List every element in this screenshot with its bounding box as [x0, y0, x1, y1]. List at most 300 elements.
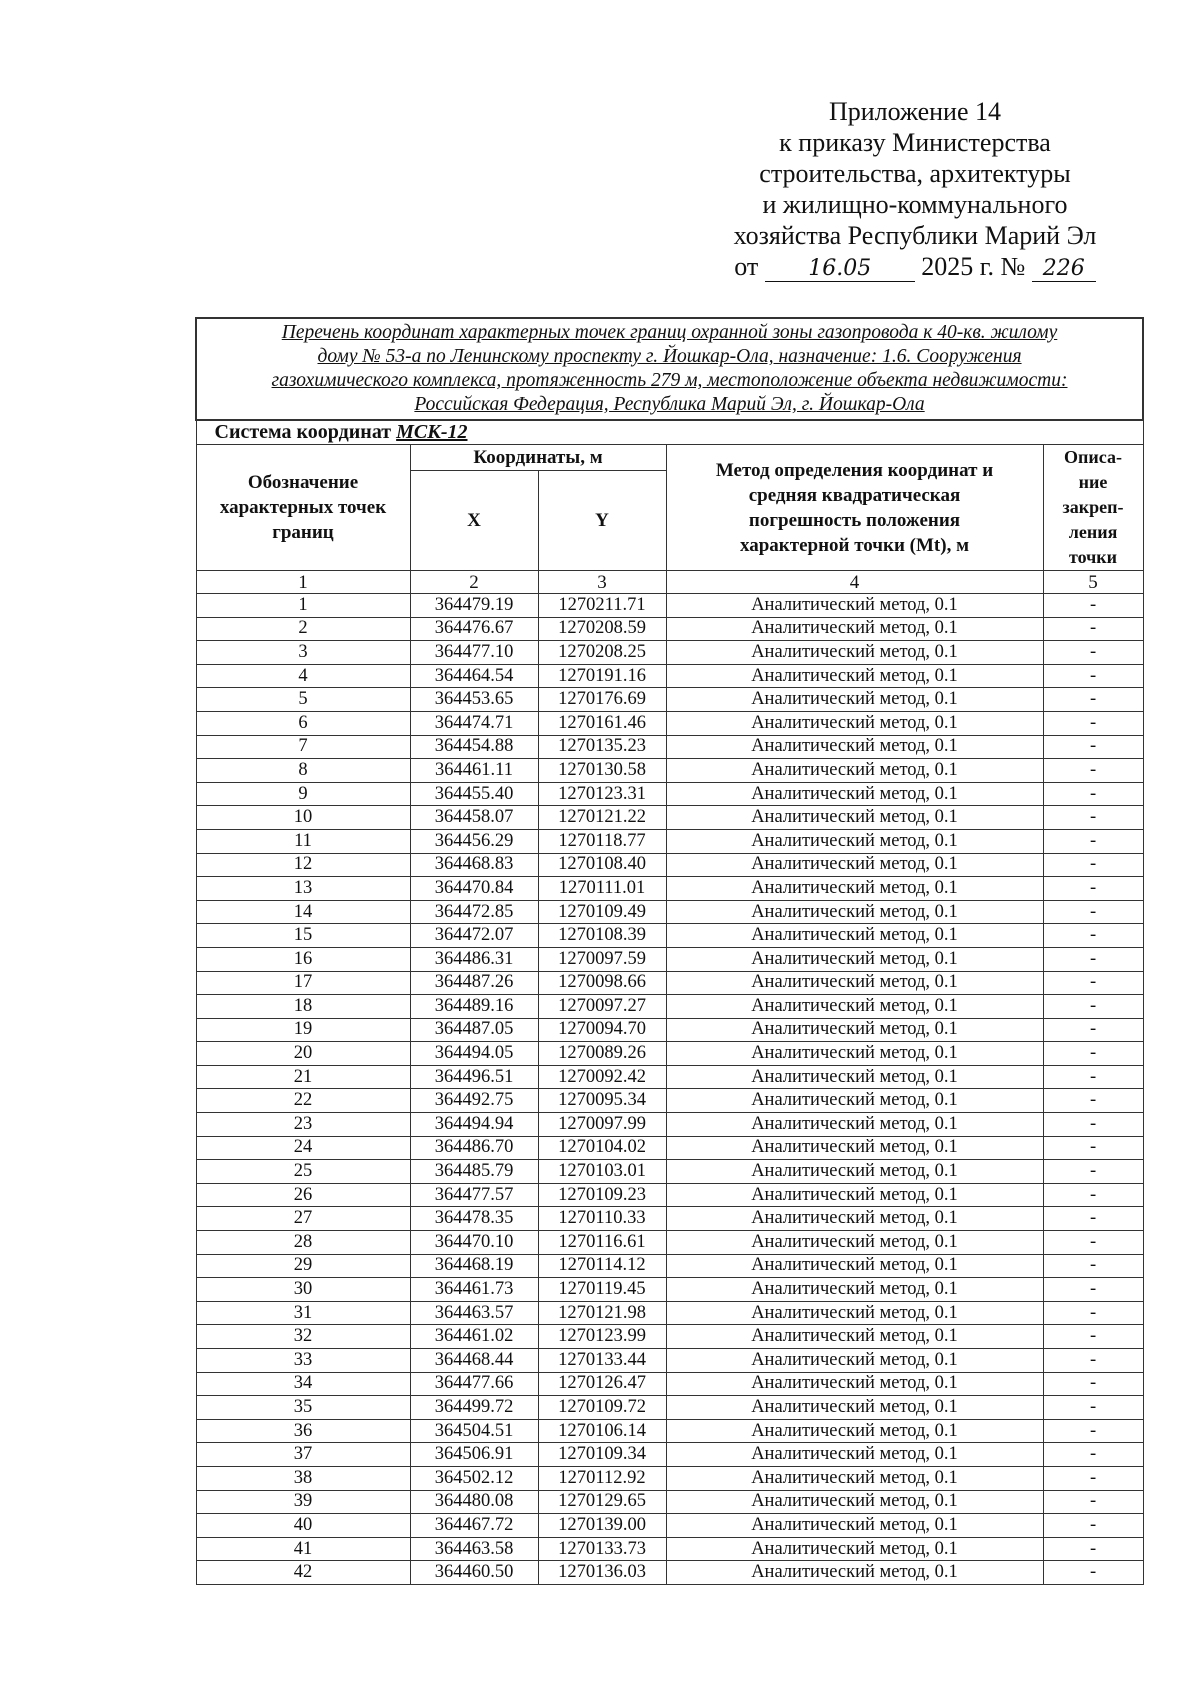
table-row: [196, 1419, 1143, 1443]
table-row: [196, 1372, 1143, 1396]
table-row: [196, 711, 1143, 735]
description-cell: -: [1043, 829, 1143, 853]
description-cell: -: [1043, 664, 1143, 688]
description-cell: -: [1043, 688, 1143, 712]
x-coordinate-cell: 364461.73: [410, 1278, 538, 1302]
y-coordinate-cell: 1270108.39: [538, 924, 666, 948]
y-coordinate-cell: 1270129.65: [538, 1490, 666, 1514]
description-cell: -: [1043, 1089, 1143, 1113]
method-cell: Аналитический метод, 0.1: [666, 995, 1043, 1019]
method-cell: Аналитический метод, 0.1: [666, 1349, 1043, 1373]
description-cell: -: [1043, 900, 1143, 924]
handwritten-number: 226: [1032, 257, 1096, 282]
description-cell: -: [1043, 924, 1143, 948]
y-coordinate-cell: 1270161.46: [538, 711, 666, 735]
description-cell: -: [1043, 759, 1143, 783]
method-cell: Аналитический метод, 0.1: [666, 806, 1043, 830]
x-coordinate-cell: 364472.85: [410, 900, 538, 924]
method-cell: Аналитический метод, 0.1: [666, 1183, 1043, 1207]
header-line: закреп-: [1062, 497, 1124, 517]
y-coordinate-cell: 1270121.22: [538, 806, 666, 830]
y-coordinate-cell: 1270208.59: [538, 617, 666, 641]
point-number-cell: 20: [196, 1042, 410, 1066]
y-coordinate-cell: 1270092.42: [538, 1065, 666, 1089]
point-number-cell: 25: [196, 1160, 410, 1184]
y-coordinate-cell: 1270112.92: [538, 1466, 666, 1490]
y-coordinate-cell: 1270089.26: [538, 1042, 666, 1066]
table-row: [196, 1183, 1143, 1207]
table-row: [196, 594, 1143, 618]
x-coordinate-cell: 364468.19: [410, 1254, 538, 1278]
description-cell: -: [1043, 1207, 1143, 1231]
table-row: [196, 1325, 1143, 1349]
x-coordinate-cell: 364463.57: [410, 1301, 538, 1325]
point-number-cell: 39: [196, 1490, 410, 1514]
x-coordinate-cell: 364489.16: [410, 995, 538, 1019]
table-row: [196, 1278, 1143, 1302]
x-coordinate-cell: 364494.05: [410, 1042, 538, 1066]
point-number-cell: 27: [196, 1207, 410, 1231]
point-number-cell: 21: [196, 1065, 410, 1089]
x-coordinate-cell: 364499.72: [410, 1396, 538, 1420]
table-row: [196, 806, 1143, 830]
table-row: [196, 1301, 1143, 1325]
table-row: [196, 1254, 1143, 1278]
table-row: [196, 947, 1143, 971]
x-coordinate-cell: 364502.12: [410, 1466, 538, 1490]
table-row: [196, 1089, 1143, 1113]
x-coordinate-cell: 364468.44: [410, 1349, 538, 1373]
y-coordinate-cell: 1270211.71: [538, 594, 666, 618]
description-cell: -: [1043, 1561, 1143, 1585]
description-cell: -: [1043, 1042, 1143, 1066]
table-row: [196, 1160, 1143, 1184]
description-cell: -: [1043, 1419, 1143, 1443]
point-number-cell: 35: [196, 1396, 410, 1420]
y-coordinate-cell: 1270123.99: [538, 1325, 666, 1349]
coordinate-system-row: [196, 420, 1143, 445]
method-cell: Аналитический метод, 0.1: [666, 947, 1043, 971]
table-row: [196, 1136, 1143, 1160]
y-coordinate-cell: 1270108.40: [538, 853, 666, 877]
x-coordinate-cell: 364463.58: [410, 1537, 538, 1561]
y-coordinate-cell: 1270110.33: [538, 1207, 666, 1231]
description-cell: -: [1043, 1136, 1143, 1160]
y-coordinate-cell: 1270106.14: [538, 1419, 666, 1443]
column-number: 1: [196, 571, 410, 594]
description-cell: -: [1043, 1113, 1143, 1137]
y-coordinate-cell: 1270111.01: [538, 877, 666, 901]
y-coordinate-cell: 1270097.27: [538, 995, 666, 1019]
method-cell: Аналитический метод, 0.1: [666, 1301, 1043, 1325]
year-text: 2025 г. №: [921, 252, 1026, 281]
y-coordinate-cell: 1270098.66: [538, 971, 666, 995]
point-number-cell: 28: [196, 1231, 410, 1255]
x-coordinate-cell: 364458.07: [410, 806, 538, 830]
table-row: [196, 1065, 1143, 1089]
column-number: 4: [666, 571, 1043, 594]
header-line: характерной точки (Mt), м: [739, 534, 970, 556]
point-number-cell: 26: [196, 1183, 410, 1207]
description-cell: -: [1043, 1466, 1143, 1490]
method-cell: Аналитический метод, 0.1: [666, 900, 1043, 924]
x-coordinate-cell: 364467.72: [410, 1514, 538, 1538]
method-cell: Аналитический метод, 0.1: [666, 1325, 1043, 1349]
x-coordinate-cell: 364485.79: [410, 1160, 538, 1184]
method-cell: Аналитический метод, 0.1: [666, 735, 1043, 759]
coordinate-system-value: МСК-12: [396, 421, 468, 443]
method-cell: Аналитический метод, 0.1: [666, 924, 1043, 948]
appendix-line: строительства, архитектуры: [759, 159, 1071, 188]
header-line: границ: [272, 522, 334, 543]
description-cell: -: [1043, 1301, 1143, 1325]
y-coordinate-cell: 1270130.58: [538, 759, 666, 783]
x-coordinate-cell: 364470.84: [410, 877, 538, 901]
appendix-line: Приложение 14: [828, 97, 1002, 126]
y-coordinate-cell: 1270103.01: [538, 1160, 666, 1184]
description-cell: -: [1043, 1065, 1143, 1089]
description-cell: -: [1043, 1372, 1143, 1396]
header-line: точки: [1069, 547, 1118, 567]
method-cell: Аналитический метод, 0.1: [666, 1537, 1043, 1561]
appendix-header: [690, 96, 1140, 282]
description-cell: -: [1043, 995, 1143, 1019]
x-coordinate-cell: 364464.54: [410, 664, 538, 688]
title-line: дому № 53-а по Ленинскому проспекту г. Йошкар-Ола, назначение: 1.6. Сооружения: [317, 346, 1022, 367]
header-line: ние: [1078, 472, 1108, 492]
x-coordinate-cell: 364480.08: [410, 1490, 538, 1514]
y-coordinate-cell: 1270208.25: [538, 641, 666, 665]
x-coordinate-cell: 364461.11: [410, 759, 538, 783]
method-cell: Аналитический метод, 0.1: [666, 1254, 1043, 1278]
x-coordinate-cell: 364486.31: [410, 947, 538, 971]
point-number-cell: 40: [196, 1514, 410, 1538]
y-coordinate-cell: 1270133.73: [538, 1537, 666, 1561]
point-number-cell: 8: [196, 759, 410, 783]
header-line: ления: [1068, 522, 1118, 542]
x-coordinate-cell: 364453.65: [410, 688, 538, 712]
column-number-row: [196, 571, 1143, 594]
y-coordinate-cell: 1270118.77: [538, 829, 666, 853]
description-cell: -: [1043, 711, 1143, 735]
y-coordinate-cell: 1270139.00: [538, 1514, 666, 1538]
table-row: [196, 1113, 1143, 1137]
x-coordinate-cell: 364461.02: [410, 1325, 538, 1349]
point-number-cell: 17: [196, 971, 410, 995]
y-coordinate-cell: 1270176.69: [538, 688, 666, 712]
y-coordinate-cell: 1270191.16: [538, 664, 666, 688]
x-coordinate-cell: 364474.71: [410, 711, 538, 735]
point-number-cell: 14: [196, 900, 410, 924]
table-row: [196, 735, 1143, 759]
table-row: [196, 829, 1143, 853]
point-number-cell: 30: [196, 1278, 410, 1302]
y-coordinate-cell: 1270109.34: [538, 1443, 666, 1467]
method-cell: Аналитический метод, 0.1: [666, 829, 1043, 853]
table-row: [196, 617, 1143, 641]
header-line: характерных точек: [219, 497, 387, 518]
x-coordinate-cell: 364472.07: [410, 924, 538, 948]
description-cell: -: [1043, 1231, 1143, 1255]
appendix-line: хозяйства Республики Марий Эл: [733, 221, 1097, 250]
description-cell: -: [1043, 735, 1143, 759]
description-cell: -: [1043, 1537, 1143, 1561]
description-cell: -: [1043, 971, 1143, 995]
header-coordinates: Координаты, м: [410, 445, 666, 471]
header-line: средняя квадратическая: [748, 484, 961, 506]
header-points: [196, 445, 410, 571]
x-coordinate-cell: 364476.67: [410, 617, 538, 641]
point-number-cell: 41: [196, 1537, 410, 1561]
y-coordinate-cell: 1270104.02: [538, 1136, 666, 1160]
table-row: [196, 1466, 1143, 1490]
description-cell: -: [1043, 1278, 1143, 1302]
point-number-cell: 22: [196, 1089, 410, 1113]
method-cell: Аналитический метод, 0.1: [666, 1207, 1043, 1231]
table-row: [196, 877, 1143, 901]
header-y: Y: [538, 471, 666, 571]
description-cell: -: [1043, 1160, 1143, 1184]
x-coordinate-cell: 364478.35: [410, 1207, 538, 1231]
appendix-line: и жилищно-коммунального: [762, 190, 1068, 219]
x-coordinate-cell: 364506.91: [410, 1443, 538, 1467]
column-number: 5: [1043, 571, 1143, 594]
x-coordinate-cell: 364470.10: [410, 1231, 538, 1255]
x-coordinate-cell: 364477.10: [410, 641, 538, 665]
description-cell: -: [1043, 1183, 1143, 1207]
method-cell: Аналитический метод, 0.1: [666, 1514, 1043, 1538]
x-coordinate-cell: 364496.51: [410, 1065, 538, 1089]
description-cell: -: [1043, 947, 1143, 971]
title-line: газохимического комплекса, протяженность 279 м, местоположение объекта недвижимости:: [271, 370, 1068, 391]
point-number-cell: 38: [196, 1466, 410, 1490]
x-coordinate-cell: 364487.05: [410, 1018, 538, 1042]
method-cell: Аналитический метод, 0.1: [666, 1278, 1043, 1302]
x-coordinate-cell: 364494.94: [410, 1113, 538, 1137]
header-x: X: [410, 471, 538, 571]
point-number-cell: 5: [196, 688, 410, 712]
y-coordinate-cell: 1270109.23: [538, 1183, 666, 1207]
point-number-cell: 24: [196, 1136, 410, 1160]
method-cell: Аналитический метод, 0.1: [666, 1231, 1043, 1255]
description-cell: -: [1043, 1254, 1143, 1278]
table-row: [196, 641, 1143, 665]
appendix-line: к приказу Министерства: [779, 128, 1051, 157]
table-row: [196, 759, 1143, 783]
description-cell: -: [1043, 853, 1143, 877]
method-cell: Аналитический метод, 0.1: [666, 1065, 1043, 1089]
y-coordinate-cell: 1270135.23: [538, 735, 666, 759]
description-cell: -: [1043, 877, 1143, 901]
point-number-cell: 3: [196, 641, 410, 665]
description-cell: -: [1043, 594, 1143, 618]
point-number-cell: 32: [196, 1325, 410, 1349]
table-row: [196, 900, 1143, 924]
y-coordinate-cell: 1270133.44: [538, 1349, 666, 1373]
method-cell: Аналитический метод, 0.1: [666, 1113, 1043, 1137]
method-cell: Аналитический метод, 0.1: [666, 1042, 1043, 1066]
point-number-cell: 36: [196, 1419, 410, 1443]
point-number-cell: 31: [196, 1301, 410, 1325]
method-cell: Аналитический метод, 0.1: [666, 594, 1043, 618]
table-row: [196, 971, 1143, 995]
point-number-cell: 34: [196, 1372, 410, 1396]
method-cell: Аналитический метод, 0.1: [666, 1160, 1043, 1184]
table-row: [196, 1231, 1143, 1255]
handwritten-date: 16.05: [765, 257, 915, 282]
point-number-cell: 2: [196, 617, 410, 641]
x-coordinate-cell: 364454.88: [410, 735, 538, 759]
description-cell: -: [1043, 782, 1143, 806]
point-number-cell: 9: [196, 782, 410, 806]
method-cell: Аналитический метод, 0.1: [666, 877, 1043, 901]
method-cell: Аналитический метод, 0.1: [666, 1018, 1043, 1042]
point-number-cell: 11: [196, 829, 410, 853]
header-description: [1043, 445, 1143, 571]
method-cell: Аналитический метод, 0.1: [666, 1490, 1043, 1514]
point-number-cell: 42: [196, 1561, 410, 1585]
method-cell: Аналитический метод, 0.1: [666, 759, 1043, 783]
description-cell: -: [1043, 641, 1143, 665]
y-coordinate-cell: 1270123.31: [538, 782, 666, 806]
table-row: [196, 1018, 1143, 1042]
table-body: [196, 594, 1143, 1585]
description-cell: -: [1043, 1443, 1143, 1467]
coordinates-table: [195, 317, 1144, 1585]
method-cell: Аналитический метод, 0.1: [666, 1372, 1043, 1396]
y-coordinate-cell: 1270116.61: [538, 1231, 666, 1255]
point-number-cell: 6: [196, 711, 410, 735]
y-coordinate-cell: 1270097.99: [538, 1113, 666, 1137]
method-cell: Аналитический метод, 0.1: [666, 1419, 1043, 1443]
point-number-cell: 29: [196, 1254, 410, 1278]
table-row: [196, 782, 1143, 806]
description-cell: -: [1043, 1349, 1143, 1373]
x-coordinate-cell: 364487.26: [410, 971, 538, 995]
header-line: Описа-: [1064, 447, 1122, 467]
column-number: 3: [538, 571, 666, 594]
method-cell: Аналитический метод, 0.1: [666, 782, 1043, 806]
column-number: 2: [410, 571, 538, 594]
x-coordinate-cell: 364504.51: [410, 1419, 538, 1443]
description-cell: -: [1043, 1514, 1143, 1538]
method-cell: Аналитический метод, 0.1: [666, 1089, 1043, 1113]
table-row: [196, 1561, 1143, 1585]
y-coordinate-cell: 1270097.59: [538, 947, 666, 971]
table-row: [196, 924, 1143, 948]
header-line: Обозначение: [247, 472, 359, 493]
x-coordinate-cell: 364460.50: [410, 1561, 538, 1585]
method-cell: Аналитический метод, 0.1: [666, 1561, 1043, 1585]
order-date-line: [690, 251, 1140, 282]
description-cell: -: [1043, 1325, 1143, 1349]
y-coordinate-cell: 1270114.12: [538, 1254, 666, 1278]
point-number-cell: 16: [196, 947, 410, 971]
y-coordinate-cell: 1270126.47: [538, 1372, 666, 1396]
y-coordinate-cell: 1270119.45: [538, 1278, 666, 1302]
y-coordinate-cell: 1270109.49: [538, 900, 666, 924]
description-cell: -: [1043, 1396, 1143, 1420]
table-row: [196, 664, 1143, 688]
point-number-cell: 12: [196, 853, 410, 877]
method-cell: Аналитический метод, 0.1: [666, 617, 1043, 641]
point-number-cell: 4: [196, 664, 410, 688]
y-coordinate-cell: 1270121.98: [538, 1301, 666, 1325]
title-line: Российская Федерация, Республика Марий Эл, г. Йошкар-Ола: [414, 394, 925, 415]
point-number-cell: 1: [196, 594, 410, 618]
table-row: [196, 1396, 1143, 1420]
point-number-cell: 15: [196, 924, 410, 948]
header-method: [666, 445, 1043, 571]
y-coordinate-cell: 1270094.70: [538, 1018, 666, 1042]
method-cell: Аналитический метод, 0.1: [666, 688, 1043, 712]
x-coordinate-cell: 364456.29: [410, 829, 538, 853]
x-coordinate-cell: 364468.83: [410, 853, 538, 877]
point-number-cell: 33: [196, 1349, 410, 1373]
method-cell: Аналитический метод, 0.1: [666, 1443, 1043, 1467]
header-row: [196, 445, 1143, 471]
method-cell: Аналитический метод, 0.1: [666, 641, 1043, 665]
table-row: [196, 1443, 1143, 1467]
point-number-cell: 13: [196, 877, 410, 901]
table-row: [196, 688, 1143, 712]
table-row: [196, 853, 1143, 877]
method-cell: Аналитический метод, 0.1: [666, 1466, 1043, 1490]
coordinate-system: [196, 420, 1143, 445]
header-line: погрешность положения: [748, 509, 961, 531]
description-cell: -: [1043, 617, 1143, 641]
table-row: [196, 1042, 1143, 1066]
point-number-cell: 37: [196, 1443, 410, 1467]
title-line: Перечень координат характерных точек границ охранной зоны газопровода к 40-кв. жилому: [281, 322, 1058, 343]
table-row: [196, 1514, 1143, 1538]
x-coordinate-cell: 364486.70: [410, 1136, 538, 1160]
point-number-cell: 23: [196, 1113, 410, 1137]
point-number-cell: 7: [196, 735, 410, 759]
table-title: [196, 318, 1143, 420]
coordinate-system-label: Система координат: [214, 421, 392, 443]
table-row: [196, 995, 1143, 1019]
table-row: [196, 1490, 1143, 1514]
method-cell: Аналитический метод, 0.1: [666, 711, 1043, 735]
y-coordinate-cell: 1270109.72: [538, 1396, 666, 1420]
table-row: [196, 1537, 1143, 1561]
date-prefix: от: [734, 252, 759, 281]
method-cell: Аналитический метод, 0.1: [666, 1136, 1043, 1160]
x-coordinate-cell: 364479.19: [410, 594, 538, 618]
y-coordinate-cell: 1270095.34: [538, 1089, 666, 1113]
method-cell: Аналитический метод, 0.1: [666, 1396, 1043, 1420]
x-coordinate-cell: 364477.57: [410, 1183, 538, 1207]
method-cell: Аналитический метод, 0.1: [666, 664, 1043, 688]
description-cell: -: [1043, 1018, 1143, 1042]
method-cell: Аналитический метод, 0.1: [666, 971, 1043, 995]
x-coordinate-cell: 364455.40: [410, 782, 538, 806]
description-cell: -: [1043, 1490, 1143, 1514]
method-cell: Аналитический метод, 0.1: [666, 853, 1043, 877]
table-row: [196, 1207, 1143, 1231]
point-number-cell: 19: [196, 1018, 410, 1042]
x-coordinate-cell: 364492.75: [410, 1089, 538, 1113]
point-number-cell: 18: [196, 995, 410, 1019]
header-line: Метод определения координат и: [715, 459, 994, 481]
description-cell: -: [1043, 806, 1143, 830]
point-number-cell: 10: [196, 806, 410, 830]
x-coordinate-cell: 364477.66: [410, 1372, 538, 1396]
title-row: [196, 318, 1143, 420]
y-coordinate-cell: 1270136.03: [538, 1561, 666, 1585]
table-row: [196, 1349, 1143, 1373]
